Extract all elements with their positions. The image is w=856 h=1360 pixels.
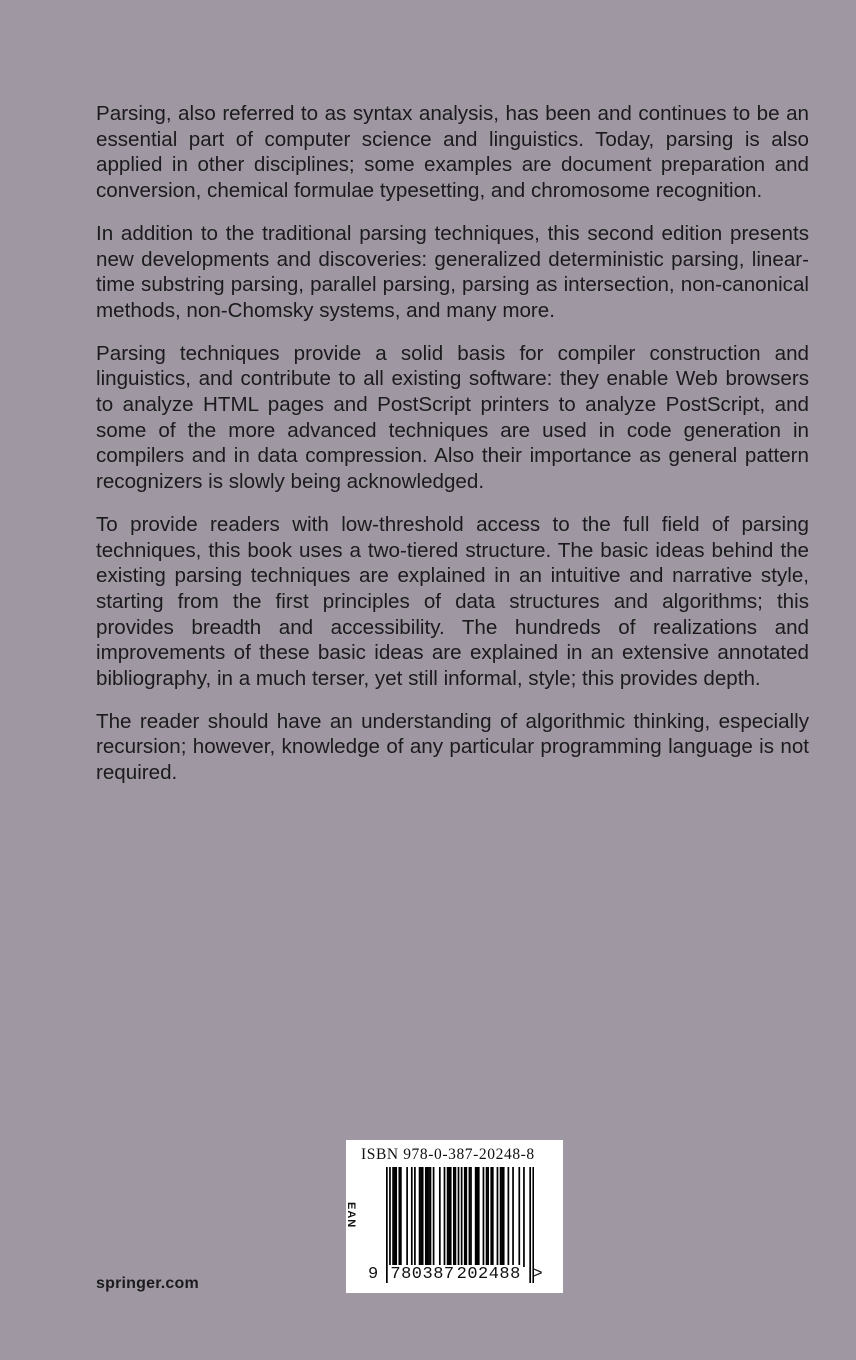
- barcode-bar: [497, 1167, 499, 1267]
- barcode-bar: [447, 1167, 449, 1267]
- barcode-bar: [501, 1167, 503, 1267]
- publisher-website: springer.com: [96, 1275, 199, 1292]
- barcode-bar: [425, 1167, 427, 1267]
- barcode-bar: [406, 1167, 408, 1267]
- blurb-paragraph-3: Parsing techniques provide a solid basis for compiler construction and linguistics, and contribute to all existing software: they enable Web browsers to analyze HTML pages and PostScript printers to analyze PostScript, and some of the more advanced techniques are used in code generation in compilers and in data compression. Also their importance as general pattern recognizers is slowly being acknowledged.: [96, 341, 809, 494]
- barcode-bar: [483, 1167, 485, 1267]
- barcode-bar: [419, 1167, 421, 1267]
- isbn-number: ISBN 978-0-387-20248-8: [361, 1146, 535, 1163]
- barcode-bar: [427, 1167, 429, 1267]
- barcode-bar: [395, 1167, 397, 1267]
- barcode-bar: [492, 1167, 494, 1267]
- barcode-bar: [450, 1167, 452, 1267]
- ean-label: EAN: [345, 1202, 357, 1229]
- barcode-bar: [475, 1167, 477, 1267]
- barcode-bar: [444, 1167, 446, 1267]
- barcode-bar: [503, 1167, 505, 1267]
- barcode-bar: [428, 1167, 430, 1267]
- barcode-bar: [394, 1167, 396, 1267]
- barcode-bar: [455, 1167, 457, 1267]
- barcode-bar: [422, 1167, 424, 1267]
- barcode-bar: [439, 1167, 441, 1267]
- barcode-bar: [523, 1167, 525, 1267]
- blurb-paragraph-4: To provide readers with low-threshold access to the full field of parsing techniques, this book uses a two-tiered structure. The basic ideas behind the existing parsing techniques are explained in an intuitive and narrative style, starting from the first principles of data structures and algorithms; this provides breadth and accessibility. The hundreds of realizations and improvements of these basic ideas are explained in an extensive annotated bibliography, in a much terser, yet still informal, style; this provides depth.: [96, 512, 809, 691]
- barcode-bar: [448, 1167, 450, 1267]
- barcode-bar: [487, 1167, 489, 1267]
- barcode-bar: [420, 1167, 422, 1267]
- barcode-bar: [433, 1167, 435, 1267]
- barcode-bar: [398, 1167, 400, 1267]
- ean-digits: [368, 1265, 543, 1284]
- barcode-bar: [453, 1167, 455, 1267]
- ean-quiet-zone-marker: >: [532, 1265, 544, 1284]
- barcode-bar: [411, 1167, 413, 1267]
- barcode-bar: [392, 1167, 394, 1267]
- barcode-bar: [508, 1167, 510, 1267]
- barcode-bar: [490, 1167, 492, 1267]
- barcode-bar: [465, 1167, 467, 1267]
- isbn-barcode: [346, 1140, 563, 1293]
- barcode-bar: [414, 1167, 416, 1267]
- barcode-bar: [478, 1167, 480, 1267]
- ean-left-group: 780387: [390, 1265, 455, 1284]
- barcode-bar: [430, 1167, 432, 1267]
- barcode-bar: [518, 1167, 520, 1267]
- barcode-bar: [400, 1167, 402, 1267]
- barcode-bar: [500, 1167, 502, 1267]
- back-cover-blurb: [96, 101, 809, 803]
- barcode-bar: [476, 1167, 478, 1267]
- ean-lead-digit: 9: [368, 1265, 379, 1284]
- blurb-paragraph-1: Parsing, also referred to as syntax analysis, has been and continues to be an essential part of computer science and linguistics. Today, parsing is also applied in other disciplines; some examples are document preparation and conversion, chemical formulae typesetting, and chromosome recognition.: [96, 102, 809, 203]
- blurb-paragraph-2: In addition to the traditional parsing techniques, this second edition presents new developments and discoveries: generalized deterministic parsing, linear-time substring parsing, parallel parsing, parsing as intersection, non-canonical methods, non-Chomsky systems, and many more.: [96, 221, 809, 322]
- barcode-bar: [470, 1167, 472, 1267]
- blurb-paragraph-5: The reader should have an understanding of algorithmic thinking, especially recursion; however, knowledge of any particular programming language is not required.: [96, 709, 809, 785]
- barcode-bar: [486, 1167, 488, 1267]
- barcode-bar: [512, 1167, 514, 1267]
- barcode-bar: [464, 1167, 466, 1267]
- barcode-bar: [469, 1167, 471, 1267]
- ean-right-group: 202488: [456, 1265, 521, 1284]
